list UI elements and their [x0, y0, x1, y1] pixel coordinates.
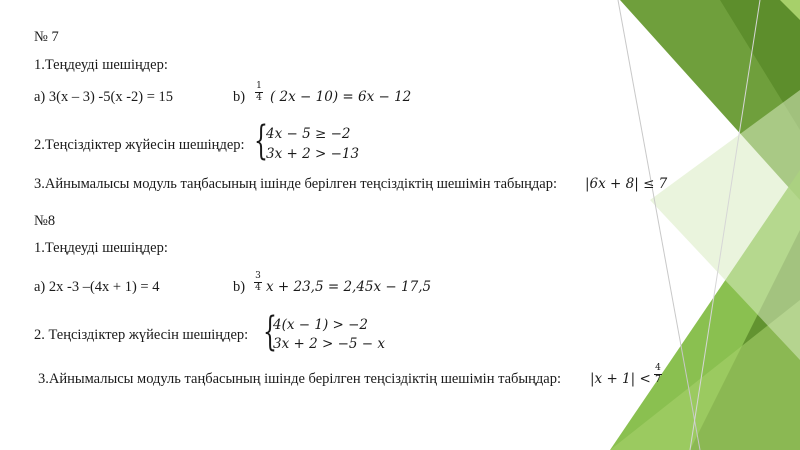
system-brace: {: [263, 309, 277, 355]
problem-7-task-3-label: 3.Айнымалысы модуль таңбасының ішінде берілген теңсіздіктің шешімін табыңдар:: [34, 176, 557, 192]
problem-7-task-1-b-expression: ( 2𝑥 − 10) = 6𝑥 − 12: [270, 89, 412, 105]
fraction-numerator: 3: [255, 271, 261, 281]
problem-8-system-line-2: 3𝑥 + 2 > −5 − 𝑥: [273, 336, 385, 352]
problem-7-task-2-label: 2.Теңсіздіктер жүйесін шешіңдер:: [34, 137, 245, 153]
problem-7-task-3-expression: |6𝑥 + 8| ≤ 7: [585, 176, 668, 192]
system-brace: {: [254, 118, 268, 164]
problem-8-task-2-label: 2. Теңсіздіктер жүйесін шешіңдер:: [34, 327, 249, 343]
problem-7-task-1-label: 1.Теңдеуді шешіңдер:: [34, 57, 168, 73]
problem-8-task-1-b-label: b): [233, 279, 246, 295]
problem-7-system-line-1: 4𝑥 − 5 ≥ −2: [266, 126, 351, 142]
fraction-denominator: 7: [655, 375, 661, 385]
problem-7-system-line-2: 3𝑥 + 2 > −13: [266, 146, 360, 162]
problem-7-task-1-a: а) 3(х – 3) -5(х -2) = 15: [34, 89, 174, 105]
problem-7-fraction: [255, 82, 263, 103]
problem-8-system-line-1: 4(𝑥 − 1) > −2: [273, 317, 369, 333]
problem-8-task-3-label: 3.Айнымалысы модуль таңбасының ішінде берілген теңсіздіктің шешімін табыңдар:: [38, 371, 561, 387]
problem-8-task-1-b-expression: 𝑥 + 23,5 = 2,45𝑥 − 17,5: [266, 279, 432, 295]
problem-8-task-1-label: 1.Теңдеуді шешіңдер:: [34, 240, 168, 256]
problem-8-fraction: [254, 272, 262, 293]
problem-8-task-3-expression: |𝑥 + 1| <: [590, 371, 651, 387]
problem-7-header: № 7: [34, 29, 59, 45]
fraction-numerator: 1: [256, 81, 262, 91]
problem-8-task-3-fraction: [654, 364, 662, 385]
problem-7-task-1-b-label: b): [233, 89, 246, 105]
fraction-denominator: 4: [256, 93, 262, 103]
problem-8-task-1-a: а) 2х -3 –(4х + 1) = 4: [34, 279, 160, 295]
fraction-denominator: 4: [255, 283, 261, 293]
fraction-numerator: 4: [655, 363, 661, 373]
problem-8-header: №8: [34, 213, 56, 229]
